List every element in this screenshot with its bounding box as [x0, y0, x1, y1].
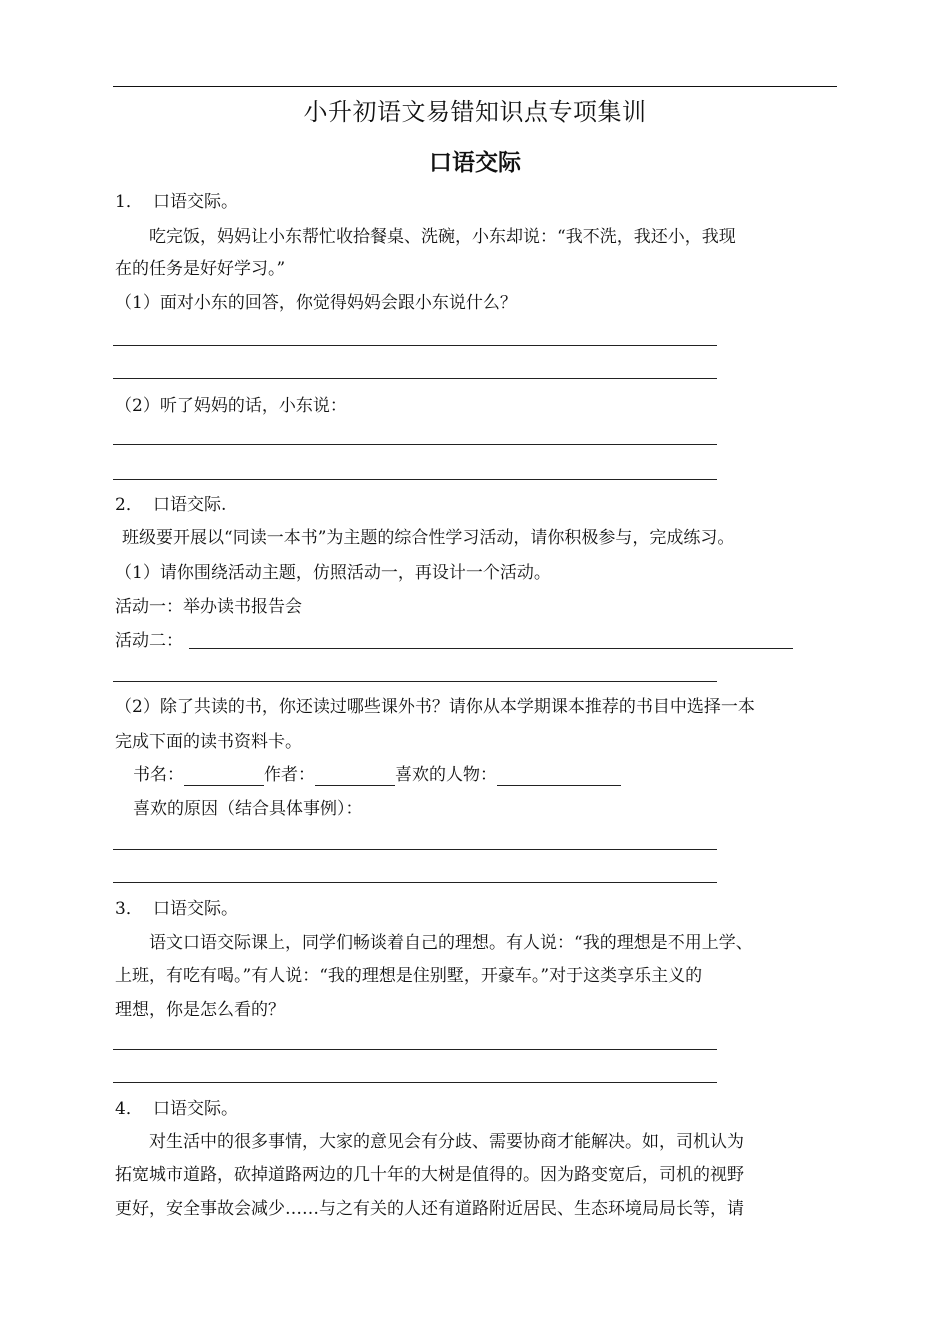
q2-subquestion-2-line2: 完成下面的读书资料卡。	[115, 732, 302, 752]
q1-answer-line-2[interactable]	[113, 378, 717, 379]
q1-subquestion-1: （1）面对小东的回答，你觉得妈妈会跟小东说什么？	[115, 293, 517, 313]
header-rule	[113, 86, 837, 87]
q1-heading: 口语交际。	[153, 192, 238, 212]
card-author-blank[interactable]	[315, 769, 395, 786]
q4-paragraph-line3: 更好，安全事故会减少……与之有关的人还有道路附近居民、生态环境局局长等，请	[115, 1199, 744, 1219]
q2-card-reason: 喜欢的原因（结合具体事例）：	[133, 799, 363, 819]
q2-reading-card-row	[133, 764, 621, 786]
q3-paragraph-line2: 上班，有吃有喝。”有人说：“我的理想是住别墅，开豪车。”对于这类享乐主义的	[115, 966, 703, 986]
q2-reason-line-2[interactable]	[113, 882, 717, 883]
q4-heading: 口语交际。	[153, 1099, 238, 1119]
q2-heading: 口语交际.	[153, 495, 227, 515]
q4-paragraph-line2: 拓宽城市道路，砍掉道路两边的几十年的大树是值得的。因为路变宽后，司机的视野	[115, 1165, 744, 1185]
q1-answer-line-4[interactable]	[113, 479, 717, 480]
q4-paragraph-line1: 对生活中的很多事情，大家的意见会有分歧、需要协商才能解决。如，司机认为	[149, 1132, 744, 1152]
q2-activity-answer-line[interactable]	[113, 681, 717, 682]
q1-paragraph-line2: 在的任务是好好学习。”	[115, 259, 286, 279]
card-book-label: 书名：	[133, 765, 184, 785]
section-title: 口语交际	[429, 150, 521, 176]
q1-answer-line-1[interactable]	[113, 345, 717, 346]
q2-activity-2-line[interactable]	[189, 648, 793, 649]
card-author-label: 作者：	[264, 765, 315, 785]
q2-intro: 班级要开展以“同读一本书”为主题的综合性学习活动，请你积极参与，完成练习。	[122, 528, 735, 548]
q3-paragraph-line3: 理想，你是怎么看的？	[115, 1000, 285, 1020]
q3-answer-line-1[interactable]	[113, 1049, 717, 1050]
q3-number: 3．	[115, 899, 143, 919]
q2-subquestion-1: （1）请你围绕活动主题，仿照活动一，再设计一个活动。	[115, 563, 551, 583]
q1-paragraph-line1: 吃完饭，妈妈让小东帮忙收拾餐桌、洗碗，小东却说：“我不洗，我还小，我现	[149, 227, 736, 247]
q3-answer-line-2[interactable]	[113, 1082, 717, 1083]
q3-paragraph-line1: 语文口语交际课上，同学们畅谈着自己的理想。有人说：“我的理想是不用上学、	[149, 933, 753, 953]
q2-subquestion-2-line1: （2）除了共读的书，你还读过哪些课外书？请你从本学期课本推荐的书目中选择一本	[115, 697, 755, 717]
q4-number: 4．	[115, 1099, 143, 1119]
q2-reason-line-1[interactable]	[113, 849, 717, 850]
document-title: 小升初语文易错知识点专项集训	[303, 98, 647, 126]
q3-heading: 口语交际。	[153, 899, 238, 919]
card-character-blank[interactable]	[497, 769, 621, 786]
q1-number: 1．	[115, 192, 143, 212]
q2-number: 2．	[115, 495, 143, 515]
card-character-label: 喜欢的人物：	[395, 765, 497, 785]
card-book-blank[interactable]	[184, 769, 264, 786]
q1-subquestion-2: （2）听了妈妈的话，小东说：	[115, 396, 347, 416]
q2-activity-1: 活动一：举办读书报告会	[115, 597, 302, 617]
q1-answer-line-3[interactable]	[113, 444, 717, 445]
q2-activity-2-label: 活动二：	[115, 631, 183, 651]
